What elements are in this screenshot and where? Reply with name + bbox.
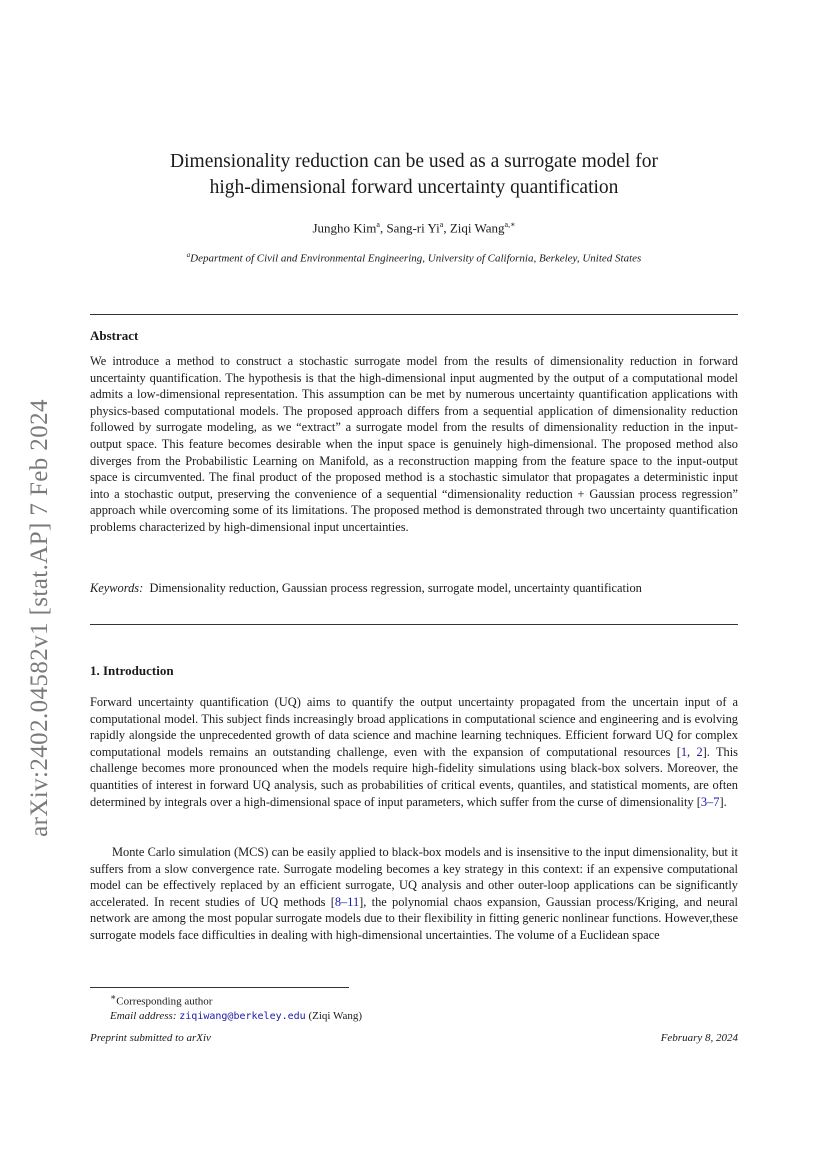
citation-link[interactable]: 3–7 [700, 794, 720, 809]
citation-link[interactable]: 2 [696, 744, 703, 759]
footnote [110, 990, 362, 1024]
citation-link[interactable]: 8–11 [334, 894, 360, 909]
keywords [90, 580, 738, 597]
arxiv-identifier-stamp [18, 0, 62, 1171]
affiliation-text: Department of Civil and Environmental Engineering, University of California, Berkeley, United States [190, 252, 642, 265]
footnote-text: Corresponding author [116, 995, 213, 1008]
author-name: Jungho Kim [312, 220, 377, 236]
paragraph-text: Forward uncertainty quantification (UQ) aims to quantify the output uncertainty propagated from the uncertain input of a computational model. This subject finds increasingly broad applications in computational science and engineering and is evolving rapidly alongside the unprecedented growth of data science and machine learning techniques. Efficient forward UQ for complex computational models remains an outstanding challenge, even with the expansion of computational resources [ [90, 695, 738, 759]
footnote-rule [90, 987, 349, 988]
author-list [90, 220, 738, 236]
abstract-text: We introduce a method to construct a stochastic surrogate model from the results of dimensionality reduction in forward uncertainty quantification. The hypothesis is that the high-dimensional input augmented by the output of a computational model admits a low-dimensional representation. This assumption can be met by numerous uncertainty quantification applications with physics-based computational models. The proposed approach differs from a sequential application of dimensionality reduction followed by surrogate modeling, as we “extract” a surrogate model from the results of dimensionality reduction in the input-output space. This feature becomes desirable when the input space is genuinely high-dimensional. The proposed method also diverges from the Probabilistic Learning on Manifold, as a reconstruction mapping from the feature space to the input-output space is circumvented. The final product of the proposed method is a stochastic simulator that propagates a deterministic input into a stochastic output, preserving the convenience of a sequential “dimensionality reduction + Gaussian process regression” approach while overcoming some of its limitations. The proposed method is demonstrated through two uncertainty quantification problems characterized by high-dimensional input uncertainties. [90, 354, 738, 534]
footer-submission-note: Preprint submitted to arXiv [90, 1032, 211, 1044]
affiliation [90, 251, 738, 265]
author-affiliation-marker: a,∗ [504, 220, 516, 229]
paragraph-text: ]. This challenge becomes more pronounced when the models require high-fidelity simulations using black-box solvers. Moreover, the quantities of interest in forward UQ analysis, such as probabilities of critical events, quantiles, and statistical moments, are often determined by integrals over a high-dimensional space of input parameters, which suffer from the curse of dimensionality [ [90, 744, 738, 809]
footnote-corresponding [110, 990, 362, 1009]
author-name: Sang-ri Yi [386, 220, 440, 236]
paper-title-line-1: Dimensionality reduction can be used as a surrogate model for [170, 151, 658, 172]
abstract-top-rule [90, 314, 738, 315]
abstract-bottom-rule [90, 624, 738, 625]
email-owner: (Ziqi Wang) [305, 1009, 363, 1022]
footnote-marker: ∗ [110, 992, 117, 1002]
introduction-paragraph-1 [90, 694, 738, 810]
affiliation-marker: a [186, 251, 191, 259]
paragraph-text: Monte Carlo simulation (MCS) can be easily applied to black-box models and is insensitive to the input dimensionality, but it suffers from a slow convergence rate. Surrogate modeling becomes a key strategy in this context: if an expensive computational model can be effectively replaced by an efficient surrogate, UQ analysis and other outer-loop applications can be significantly accelerated. In recent studies of UQ methods [ [90, 845, 738, 909]
author-affiliation-marker: a [376, 220, 380, 229]
paragraph-text: ]. [719, 794, 727, 809]
email-link[interactable]: ziqiwang@berkeley.edu [179, 1010, 306, 1022]
email-label: Email address: [110, 1009, 177, 1022]
section-heading-introduction: 1. Introduction [90, 663, 174, 678]
citation-link[interactable]: 1 [680, 744, 688, 759]
arxiv-identifier-text: arXiv:2402.04582v1 [stat.AP] 7 Feb 2024 [26, 399, 53, 837]
footer-date: February 8, 2024 [660, 1032, 738, 1044]
paragraph-text: ], the polynomial chaos expansion, Gaussian process/Kriging, and neural network are among the most popular surrogate models due to their flexibility in fitting generic nonlinear functions. However,these surrogate models face difficulties in dealing with high-dimensional uncertainties. The volume of a Euclidean space [90, 894, 738, 942]
introduction-paragraph-2 [90, 844, 738, 944]
paper-title [90, 149, 738, 201]
author-separator: , [443, 220, 450, 236]
abstract-heading: Abstract [90, 328, 139, 343]
author-name: Ziqi Wang [449, 220, 505, 236]
paper-title-line-2: high-dimensional forward uncertainty quantification [209, 177, 619, 198]
author-separator: , [379, 220, 387, 236]
footnote-email-line [110, 1009, 362, 1024]
keywords-label: Keywords: [90, 581, 144, 595]
citation-separator: , [687, 744, 697, 759]
keywords-text: Dimensionality reduction, Gaussian process regression, surrogate model, uncertainty quantification [149, 581, 642, 595]
author-affiliation-marker: a [439, 220, 444, 229]
